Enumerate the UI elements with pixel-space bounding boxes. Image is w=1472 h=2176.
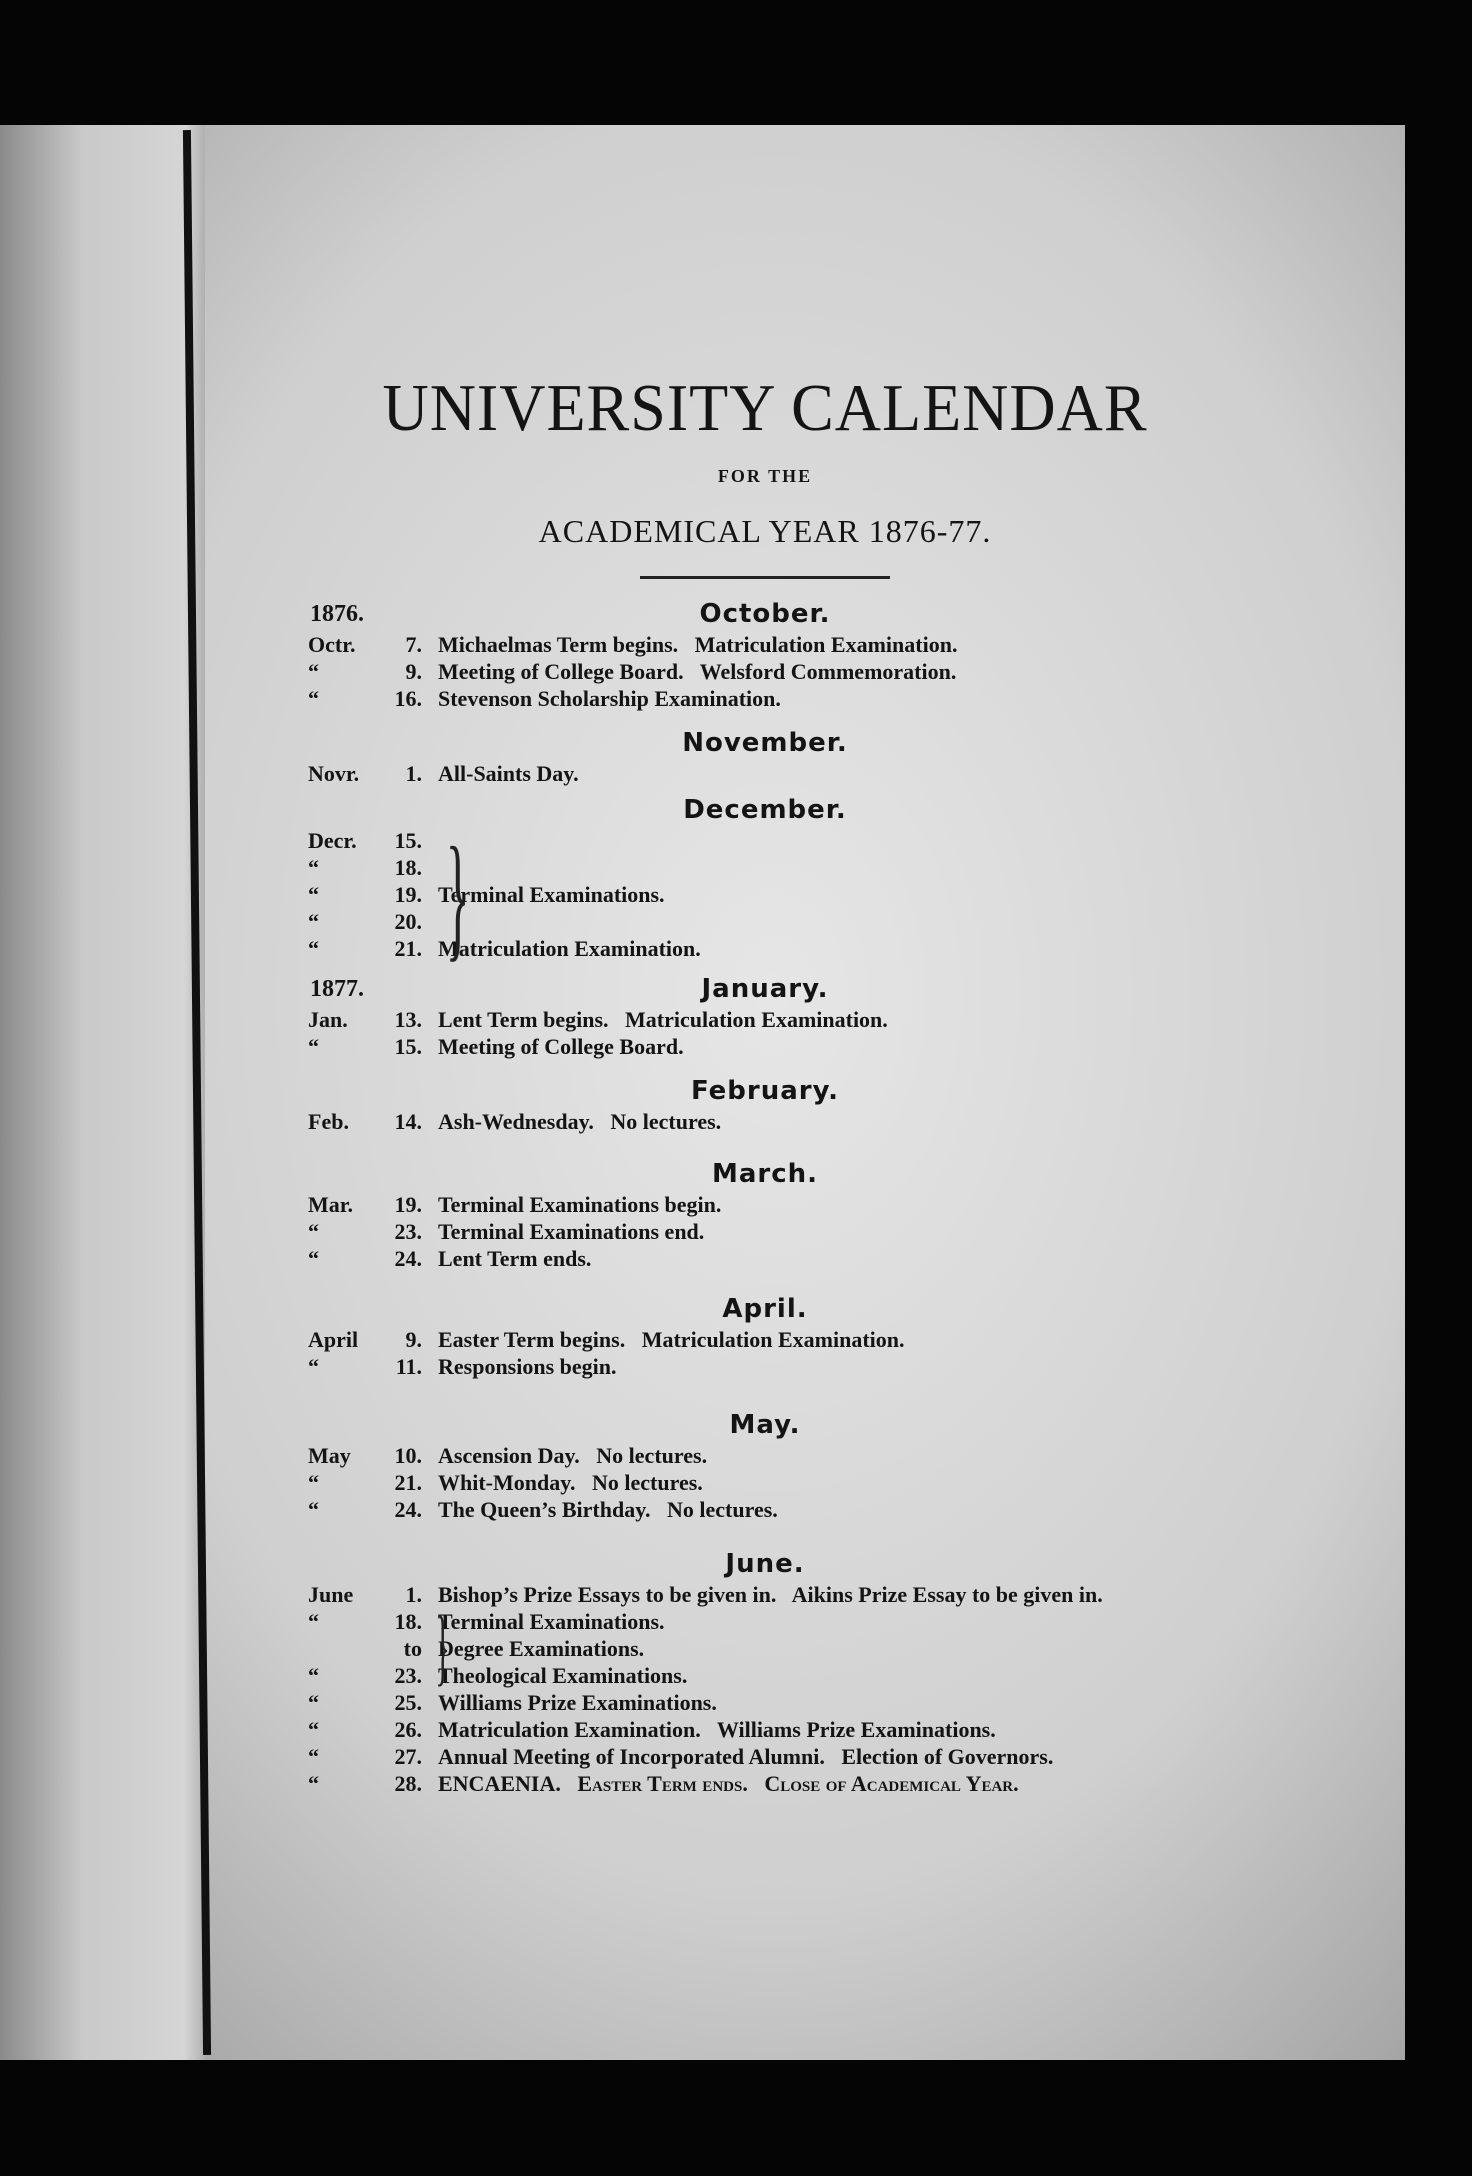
entry-text: Whit-Monday. No lectures. [438,1470,703,1495]
calendar-entry [260,1662,1270,1689]
entry-month: Decr. [308,828,357,853]
entry-month: Octr. [308,632,356,657]
calendar-entry [260,1743,1270,1770]
entry-text: Williams Prize Examinations. [438,1690,717,1715]
calendar-entry [260,1608,1270,1635]
entry-day: 15. [394,1034,422,1059]
entry-day: 16. [394,686,422,711]
entry-day: 21. [394,936,422,961]
month-section [260,597,1270,712]
calendar-entry [260,760,1270,787]
entry-month: “ [308,1771,319,1796]
entry-month: Novr. [308,761,360,786]
calendar-entry [260,827,1270,854]
calendar-entry [260,631,1270,658]
academic-year-heading: ACADEMICAL YEAR 1876-77. [538,513,992,549]
entry-month: “ [308,1663,319,1688]
calendar-entry [260,935,1270,962]
entry-text: Terminal Examinations. [438,1609,665,1634]
entry-day: 1. [405,761,422,786]
entry-day: 28. [394,1771,422,1796]
month-heading: February. [690,1076,840,1106]
month-heading: March. [711,1159,819,1189]
calendar-entry [260,685,1270,712]
entry-text: Terminal Examinations end. [438,1219,705,1244]
month-section [260,972,1270,1060]
entry-text: Meeting of College Board. [438,1034,684,1059]
entry-text: The Queen’s Birthday. No lectures. [438,1497,778,1522]
calendar-page [260,330,1270,1797]
entry-text: Michaelmas Term begins. Matriculation Examination. [438,632,958,657]
entry-month: “ [308,686,319,711]
calendar-entry [260,854,1270,881]
entry-day: 15. [394,828,422,853]
entry-month: June [308,1582,354,1607]
entry-day: 18. [394,1609,422,1634]
entry-day: 13. [394,1007,422,1032]
month-section [260,1292,1270,1380]
entry-month: “ [308,1609,319,1634]
month-heading: January. [701,974,829,1004]
entry-month: “ [308,909,319,934]
entry-text: Meeting of College Board. Welsford Commemoration. [438,659,957,684]
month-heading: June. [725,1549,805,1579]
entry-text: Lent Term begins. Matriculation Examination. [438,1007,888,1032]
entry-day: 18. [394,855,422,880]
month-section [260,1157,1270,1272]
calendar-entry [260,1353,1270,1380]
month-section [260,726,1270,787]
calendar-entry [260,1770,1270,1797]
month-section [260,1547,1270,1797]
december-brace: } [445,819,470,974]
entry-text: All-Saints Day. [438,761,579,786]
entry-text: Theological Examinations. [438,1663,688,1688]
entry-day: 24. [394,1497,422,1522]
month-heading: November. [682,728,848,758]
entry-text: ENCAENIA. Easter Term ends. Close of Academical Year. [438,1771,1019,1796]
entry-month: “ [308,936,319,961]
year-label: 1876. [310,601,364,627]
entry-text: Lent Term ends. [438,1246,592,1271]
calendar-entry [260,1108,1270,1135]
month-heading: October. [699,599,831,629]
entry-text: Matriculation Examination. [438,936,701,961]
month-heading: April. [722,1294,808,1324]
entry-text: Matriculation Examination. Williams Prize Examinations. [438,1717,996,1742]
entry-day: 19. [394,882,422,907]
entry-month: “ [308,1497,319,1522]
entry-text: Terminal Examinations. [438,882,665,907]
calendar-entry [260,908,1270,935]
entry-text: Annual Meeting of Incorporated Alumni. Election of Governors. [438,1744,1054,1769]
calendar-entry [260,1442,1270,1469]
calendar-entry [260,1716,1270,1743]
entry-text: Stevenson Scholarship Examination. [438,686,781,711]
entry-day: 27. [394,1744,422,1769]
entry-text: Terminal Examinations begin. [438,1192,722,1217]
entry-text: Ash-Wednesday. No lectures. [438,1109,722,1134]
calendar-months [260,597,1270,1797]
entry-month: “ [308,1246,319,1271]
entry-text: Responsions begin. [438,1354,617,1379]
entry-text: Bishop’s Prize Essays to be given in. Aikins Prize Essay to be given in. [438,1582,1103,1607]
june-brace: } [435,1598,450,1694]
entry-day: 24. [394,1246,422,1271]
calendar-entry [260,1689,1270,1716]
calendar-entry [260,1218,1270,1245]
calendar-entry [260,1635,1270,1662]
calendar-entry [260,1469,1270,1496]
calendar-entry [260,658,1270,685]
entry-text: Degree Examinations. [438,1636,645,1661]
entry-month: Jan. [308,1007,348,1032]
calendar-entry [260,881,1270,908]
entry-month: “ [308,1219,319,1244]
calendar-entry [260,1326,1270,1353]
entry-day: 14. [394,1109,422,1134]
calendar-entry [260,1245,1270,1272]
calendar-entry [260,1006,1270,1033]
binding-edge [0,125,205,2060]
entry-day: 1. [405,1582,422,1607]
calendar-entry [260,1033,1270,1060]
month-heading: May. [729,1410,801,1440]
entry-day: 25. [394,1690,422,1715]
month-section [260,1408,1270,1523]
calendar-entry [260,1581,1270,1608]
entry-day: 21. [394,1470,422,1495]
entry-month: “ [308,1744,319,1769]
entry-month: “ [308,855,319,880]
entry-day: 20. [394,909,422,934]
entry-day: 11. [395,1354,422,1379]
entry-month: Mar. [308,1192,354,1217]
entry-day: 23. [394,1219,422,1244]
entry-day: 10. [394,1443,422,1468]
entry-text: Easter Term begins. Matriculation Examination. [438,1327,905,1352]
entry-day: 23. [394,1663,422,1688]
entry-month: April [308,1327,359,1352]
month-section [260,793,1270,974]
entry-month: “ [308,1034,319,1059]
entry-month: May [308,1443,351,1468]
for-the-label: FOR THE [717,466,813,486]
title-rule [640,576,890,579]
entry-month: “ [308,1470,319,1495]
entry-month: “ [308,659,319,684]
entry-day: 19. [394,1192,422,1217]
entry-month: “ [308,882,319,907]
page-title: UNIVERSITY CALENDAR [382,370,1148,445]
calendar-entry [260,1191,1270,1218]
calendar-entry [260,1496,1270,1523]
entry-day: 7. [405,632,422,657]
entry-month: “ [308,1690,319,1715]
month-heading: December. [683,795,847,825]
entry-day: 26. [394,1717,422,1742]
month-section [260,1074,1270,1135]
entry-day: to [403,1636,422,1661]
entry-month: “ [308,1354,319,1379]
entry-month: Feb. [308,1109,349,1134]
entry-day: 9. [405,659,422,684]
entry-month: “ [308,1717,319,1742]
year-label: 1877. [310,976,364,1002]
entry-day: 9. [405,1327,422,1352]
entry-text: Ascension Day. No lectures. [438,1443,708,1468]
